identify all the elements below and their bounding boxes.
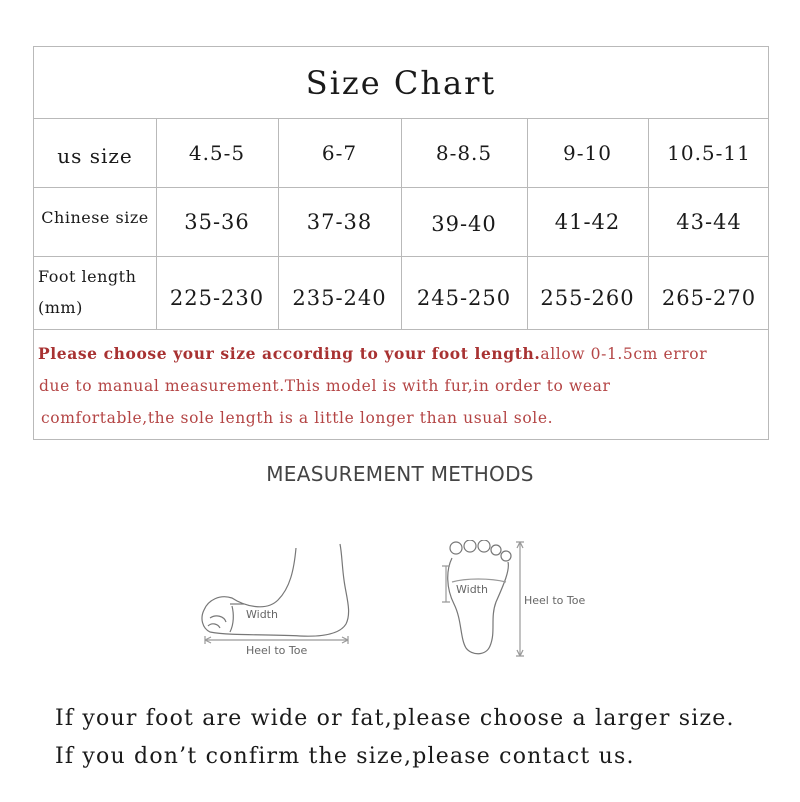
- foot-length-cell: 235-240: [292, 286, 387, 310]
- footer-contact-line: If you don’t confirm the size,please contact us.: [55, 744, 635, 769]
- chinese-size-cell: 35-36: [184, 209, 250, 234]
- chinese-size-cell: 39-40: [431, 211, 497, 236]
- foot-length-cell: 245-250: [416, 286, 512, 310]
- foot-length-cell: 225-230: [169, 286, 265, 310]
- size-chart-table: [33, 46, 769, 440]
- note-line-2: due to manual measurement.This model is with fur,in order to wear: [39, 377, 611, 395]
- chinese-size-cell: 43-44: [676, 209, 742, 234]
- us-size-cell: 4.5-5: [188, 140, 246, 165]
- foot-length-label: [38, 261, 136, 323]
- us-size-cell: 8-8.5: [435, 140, 493, 165]
- foot-length-cell: 255-260: [540, 286, 635, 310]
- us-size-label: us size: [57, 144, 133, 168]
- note-line-3: comfortable,the sole length is a little longer than usual sole.: [41, 409, 554, 427]
- foot-length-label-line: Foot length: [38, 267, 137, 286]
- us-size-cell: 10.5-11: [667, 140, 751, 165]
- size-note: [38, 338, 768, 434]
- note-emphasis: Please choose your size according to your foot length.: [38, 344, 541, 363]
- chart-title: Size Chart: [305, 63, 497, 102]
- top-foot-illustration: [442, 540, 524, 656]
- us-size-cell: 6-7: [321, 140, 358, 165]
- side-foot-illustration: [202, 544, 349, 644]
- chinese-size-label: Chinese size: [41, 207, 149, 227]
- top-width-label: Width: [456, 583, 488, 596]
- note-line-1: [38, 338, 768, 370]
- foot-length-cell: 265-270: [661, 286, 757, 310]
- measurement-methods-title: MEASUREMENT METHODS: [266, 462, 534, 486]
- us-size-cell: 9-10: [563, 140, 612, 165]
- chinese-size-cell: 37-38: [306, 209, 373, 234]
- measurement-diagram: [190, 540, 610, 665]
- top-heel-to-toe-label: Heel to Toe: [524, 594, 586, 607]
- side-width-label: Width: [246, 608, 278, 621]
- side-heel-to-toe-label: Heel to Toe: [246, 644, 308, 657]
- divider: [34, 329, 768, 330]
- note-text: allow 0-1.5cm error: [540, 345, 708, 363]
- foot-length-unit: (mm): [38, 298, 83, 317]
- footer-advice-line: If your foot are wide or fat,please choose a larger size.: [55, 706, 735, 731]
- chinese-size-cell: 41-42: [554, 209, 621, 234]
